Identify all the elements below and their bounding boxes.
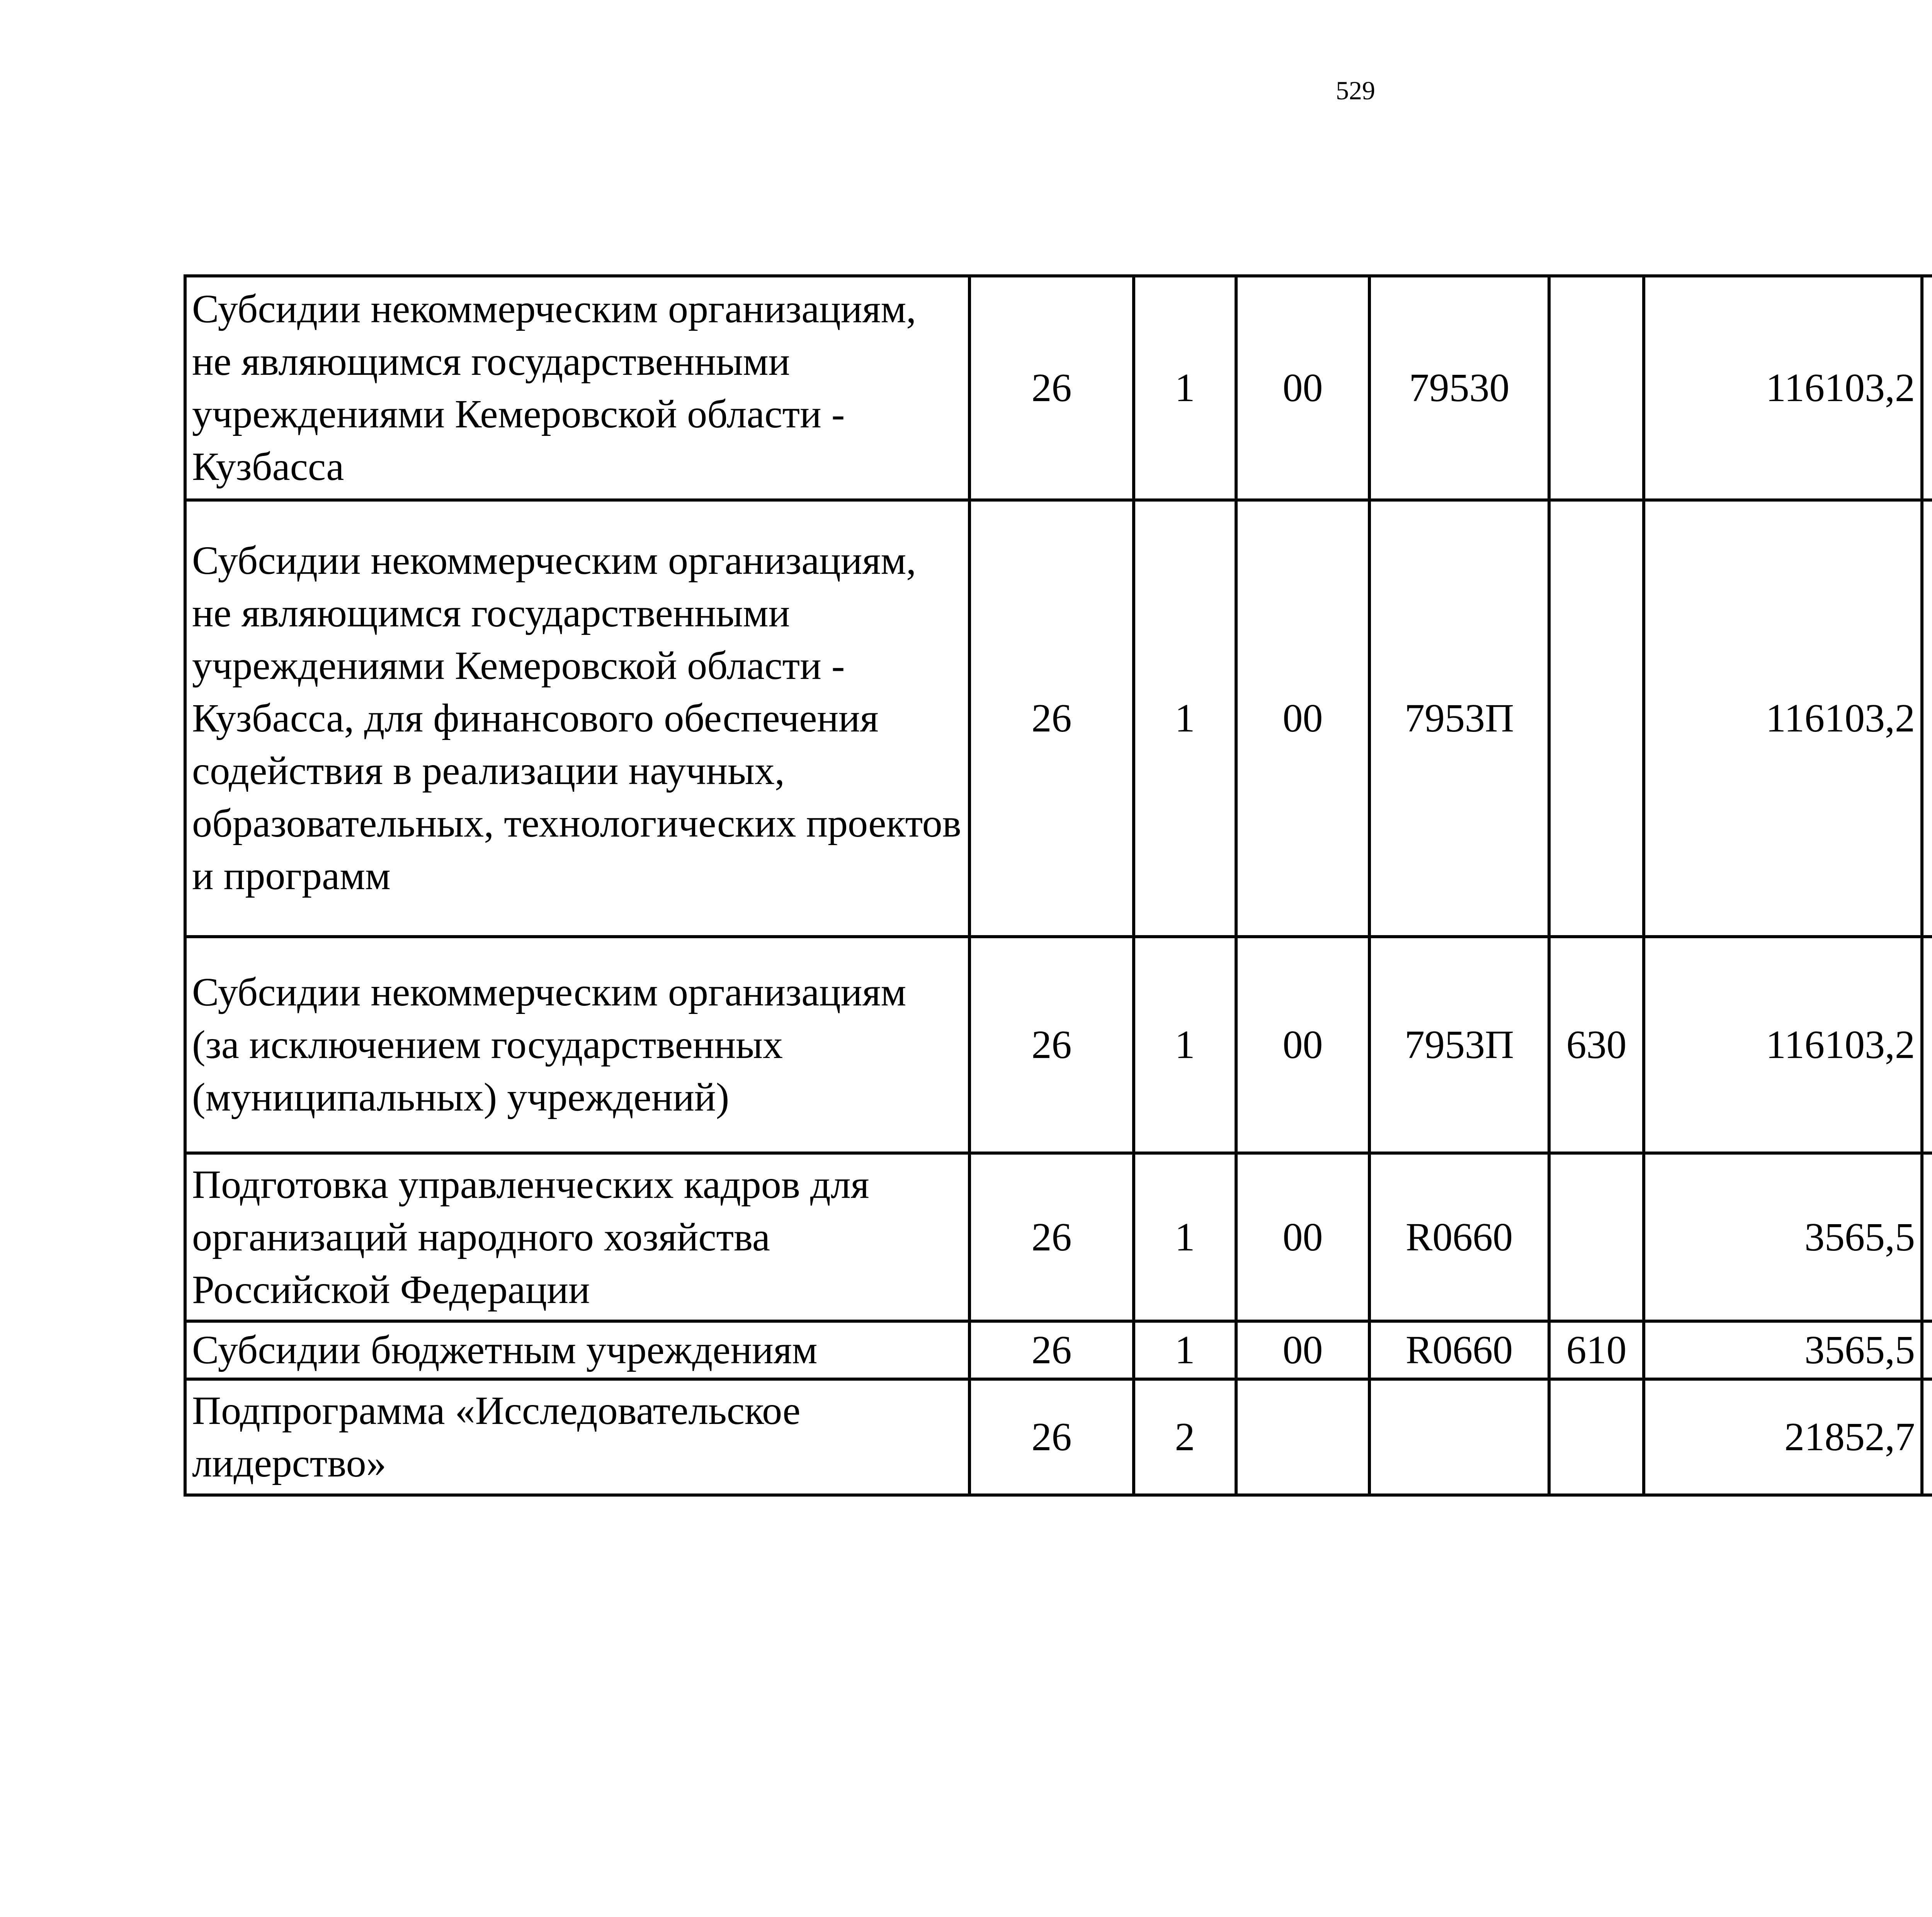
cell-target-article: [1369, 1379, 1549, 1495]
table-row: [185, 1321, 1932, 1379]
table-row: [185, 937, 1932, 1153]
cell-target-article: R0660: [1369, 1321, 1549, 1379]
cell-amount-1: 116103,2: [1644, 276, 1922, 500]
cell-amount-2: [1922, 937, 1932, 1153]
cell-expense-type: 610: [1549, 1321, 1644, 1379]
cell-amount-2: [1922, 1153, 1932, 1321]
row-description: Субсидии некоммерческим организациям, не являющимся государственными учреждениями Кемеровской области - Кузбасса, для финансового обеспечения содействия в реализации научных, образовательных, технологических проектов и программ: [185, 500, 969, 937]
cell-target-article: 7953П: [1369, 937, 1549, 1153]
cell-subprogram-code: 1: [1134, 1153, 1236, 1321]
cell-expense-type: 630: [1549, 937, 1644, 1153]
budget-table: [184, 274, 1932, 1497]
table-row: [185, 500, 1932, 937]
cell-amount-2: [1922, 276, 1932, 500]
table-row: [185, 276, 1932, 500]
cell-direction-code: 00: [1236, 937, 1369, 1153]
page-number: 529: [1336, 76, 1375, 105]
cell-ministry-code: 26: [969, 276, 1134, 500]
cell-direction-code: [1236, 1379, 1369, 1495]
row-description: Субсидии бюджетным учреждениям: [185, 1321, 969, 1379]
cell-target-article: 79530: [1369, 276, 1549, 500]
row-description: Субсидии некоммерческим организациям, не являющимся государственными учреждениями Кемеровской области - Кузбасса: [185, 276, 969, 500]
row-description: Подпрограмма «Исследовательское лидерство»: [185, 1379, 969, 1495]
cell-amount-1: 3565,5: [1644, 1153, 1922, 1321]
cell-amount-2: [1922, 500, 1932, 937]
table-row: [185, 1153, 1932, 1321]
cell-expense-type: [1549, 1153, 1644, 1321]
cell-subprogram-code: 1: [1134, 500, 1236, 937]
cell-subprogram-code: 1: [1134, 1321, 1236, 1379]
cell-subprogram-code: 1: [1134, 937, 1236, 1153]
table-row: [185, 1379, 1932, 1495]
cell-amount-2: [1922, 1321, 1932, 1379]
cell-ministry-code: 26: [969, 500, 1134, 937]
cell-ministry-code: 26: [969, 937, 1134, 1153]
cell-subprogram-code: 2: [1134, 1379, 1236, 1495]
cell-expense-type: [1549, 500, 1644, 937]
cell-amount-2: [1922, 1379, 1932, 1495]
cell-amount-1: 21852,7: [1644, 1379, 1922, 1495]
cell-direction-code: 00: [1236, 1153, 1369, 1321]
cell-expense-type: [1549, 276, 1644, 500]
row-description: Субсидии некоммерческим организациям (за исключением государственных (муниципальных) учреждений): [185, 937, 969, 1153]
cell-ministry-code: 26: [969, 1379, 1134, 1495]
cell-direction-code: 00: [1236, 1321, 1369, 1379]
cell-subprogram-code: 1: [1134, 276, 1236, 500]
cell-amount-1: 116103,2: [1644, 500, 1922, 937]
cell-amount-1: 116103,2: [1644, 937, 1922, 1153]
row-description: Подготовка управленческих кадров для организаций народного хозяйства Российской Федерации: [185, 1153, 969, 1321]
cell-target-article: R0660: [1369, 1153, 1549, 1321]
cell-amount-1: 3565,5: [1644, 1321, 1922, 1379]
cell-expense-type: [1549, 1379, 1644, 1495]
cell-ministry-code: 26: [969, 1321, 1134, 1379]
cell-direction-code: 00: [1236, 500, 1369, 937]
cell-direction-code: 00: [1236, 276, 1369, 500]
cell-target-article: 7953П: [1369, 500, 1549, 937]
cell-ministry-code: 26: [969, 1153, 1134, 1321]
